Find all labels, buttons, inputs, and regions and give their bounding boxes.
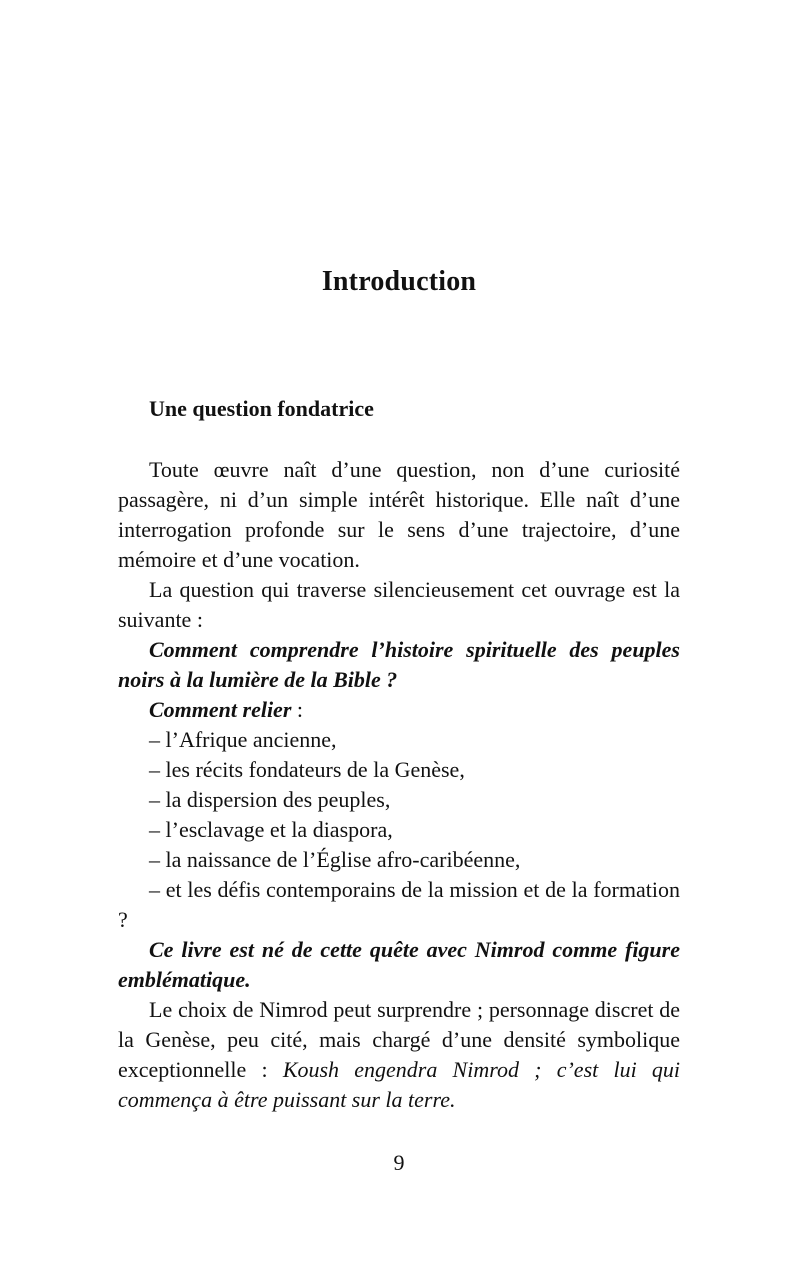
topic-list: [118, 725, 680, 935]
question-main: Comment comprendre l’histoire spirituelle des peuples noirs à la lumière de la Bible ?: [118, 637, 680, 692]
list-item: – les récits fondateurs de la Genèse,: [149, 757, 465, 782]
paragraph-nimrod-text: Le choix de Nimrod peut surprendre ; personnage discret de la Genèse, peu cité, mais chargé d’une densité symbolique exceptionnelle :: [118, 997, 680, 1082]
question-relier-colon: :: [291, 697, 304, 722]
list-item: – la naissance de l’Église afro-caribéenne,: [149, 847, 521, 872]
question-relier: [118, 695, 680, 725]
list-item: – et les défis contemporains de la mission et de la formation ?: [118, 877, 680, 932]
body-text: [118, 455, 680, 1115]
chapter-title: Introduction: [321, 266, 477, 297]
list-item: – la dispersion des peuples,: [149, 787, 391, 812]
section-heading: Une question fondatrice: [149, 396, 374, 421]
page-number: 9: [393, 1150, 405, 1175]
paragraph-question-intro: La question qui traverse silencieusement cet ouvrage est la suivante :: [118, 577, 680, 632]
paragraph-opening: Toute œuvre naît d’une question, non d’une curiosité passagère, ni d’un simple intérêt historique. Elle naît d’une interrogation profonde sur le sens d’une trajectoire, d’une mémoire et d’une vocation.: [118, 457, 680, 572]
bible-quote: Koush engendra Nimrod ; c’est lui qui commença à être puissant sur la terre.: [118, 1057, 681, 1112]
list-item: – l’Afrique ancienne,: [149, 727, 337, 752]
question-relier-bold: Comment relier: [149, 697, 292, 722]
list-item: – l’esclavage et la diaspora,: [149, 817, 393, 842]
paragraph-nimrod: [118, 995, 680, 1115]
paragraph-quest: Ce livre est né de cette quête avec Nimrod comme figure emblématique.: [118, 937, 680, 992]
